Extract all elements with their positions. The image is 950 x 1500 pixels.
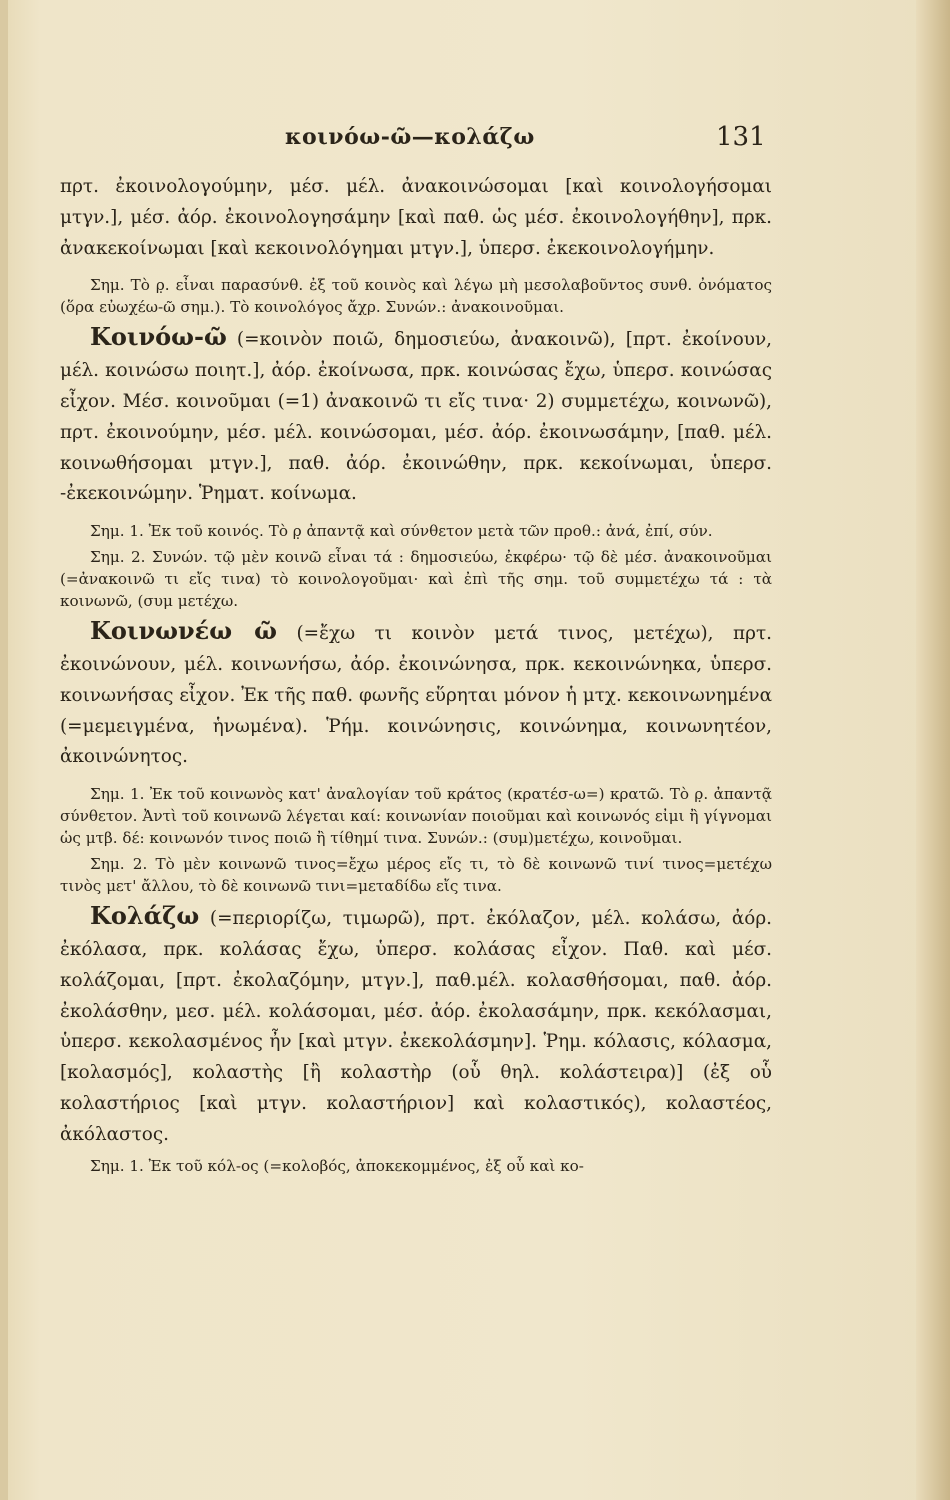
entry-headword: Κοινωνέω ῶ: [90, 616, 277, 646]
paragraph: πρτ. ἐκοινολογούμην, μέσ. μέλ. ἀνακοινώσομαι [καὶ κοινολογήσομαι μτγν.], μέσ. ἀόρ. ἐκοινολογησάμην [καὶ παθ. ὡς μέσ. ἐκοινολογήθην], πρκ. ἀνακεκοίνωμαι [καὶ κεκοινολόγημαι μτγν.], ὑπερσ. ἐκεκοινολογήμην.: [60, 176, 772, 259]
page-body: [60, 172, 772, 1177]
note-paragraph: Σημ. 1. Ἐκ τοῦ κοινός. Τὸ ρ̣ ἀπαντᾷ καὶ σύνθετον μετὰ τῶν προθ.: ἀνά, ἐπί, σύν.: [90, 522, 713, 541]
entry-headword: Κολάζω: [90, 901, 200, 931]
entry-paragraph: Κοινόω-ῶ (=κοινὸν ποιῶ, δημοσιεύω, ἀνακοινῶ), [πρτ. ἐκοίνουν, μέλ. κοινώσω ποιητ.], ἀόρ. ἐκοίνωσα, πρκ. κοινώσας ἔχω, ὑπερσ. κοινώσας εἶχον. Μέσ. κοινοῦμαι (=1) ἀνακοινῶ τι εἴς τινα· 2) συμμετέχω, κοινωνῶ), πρτ. ἐκοινούμην, μέσ. μέλ. κοινώσομαι, μέσ. ἀόρ. ἐκοινωσάμην, [παθ. μέλ. κοινωθήσομαι μτγν.], παθ. ἀόρ. ἐκοινώθην, πρκ. κεκοίνωμαι, ὑπερσ. -ἐκεκοινώμην. Ῥηματ. κοίνωμα.: [60, 322, 772, 505]
page-edge-shadow: [916, 0, 950, 1500]
running-title: κοινόω-ῶ—κολάζω: [285, 124, 535, 150]
page-header: [0, 118, 950, 158]
note-paragraph: Σημ. 1. Ἐκ τοῦ κοινωνὸς κατ' ἀναλογίαν τοῦ κράτος (κρατέσ-ω=) κρατῶ. Τὸ ρ̣. ἀπαντᾷ σύνθετον. Ἀντὶ τοῦ κοινωνῶ λέγεται καί: κοινωνίαν ποιοῦμαι καὶ κοινωνός εἰμι ἢ γίγνομαι ὡς μτβ. δέ: κοινωνόν τινος ποιῶ ἢ τίθημί τινα. Συνών.: (συμ)μετέχω, κοινοῦμαι.: [60, 785, 772, 848]
page-number: 131: [716, 122, 766, 152]
note-paragraph: Σημ. 2. Συνών. τῷ μὲν κοινῶ εἶναι τά : δημοσιεύω, ἐκφέρω· τῷ δὲ μέσ. ἀνακοινοῦμαι (=ἀνακοινῶ τι εἴς τινα) τὸ κοινολογοῦμαι· καὶ ἐπὶ τῆς σημ. τοῦ συμμετέχω τά : τὰ κοινωνῶ, (συμ μετέχω.: [60, 548, 772, 611]
binding-edge: [0, 0, 8, 1500]
entry-paragraph: Κοινωνέω ῶ (=ἔχω τι κοινὸν μετά τινος, μετέχω), πρτ. ἐκοινώνουν, μέλ. κοινωνήσω, ἀόρ. ἐκοινώνησα, πρκ. κεκοινώνηκα, ὑπερσ. κοινωνήσας εἶχον. Ἐκ τῆς παθ. φωνῆς εὕρηται μόνον ἡ μτχ. κεκοινωνημένα (=μεμειγμένα, ἡνωμένα). Ῥήμ. κοινώνησις, κοινώνημα, κοινωνητέον, ἀκοινώνητος.: [60, 616, 772, 768]
note-paragraph: Σημ. 2. Τὸ μὲν κοινωνῶ τινος=ἔχω μέρος εἴς τι, τὸ δὲ κοινωνῶ τινί τινος=μετέχω τινὸς μετ' ἄλλου, τὸ δὲ κοινωνῶ τινι=μεταδίδω εἴς τινα.: [60, 855, 772, 896]
entry-headword: Κοινόω-ῶ: [90, 322, 227, 352]
entry-paragraph: Κολάζω (=περιορίζω, τιμωρῶ), πρτ. ἐκόλαζον, μέλ. κολάσω, ἀόρ. ἐκόλασα, πρκ. κολάσας ἔχω, ὑπερσ. κολάσας εἶχον. Παθ. καὶ μέσ. κολάζομαι, [πρτ. ἐκολαζόμην, μτγν.], παθ.μέλ. κολασθήσομαι, παθ. ἀόρ. ἐκολάσθην, μεσ. μέλ. κολάσομαι, μέσ. ἀόρ. ἐκολασάμην, πρκ. κεκόλασμαι, ὑπερσ. κεκολασμένος ἦν [καὶ μτγν. ἐκεκολάσμην]. Ῥημ. κόλασις, κόλασμα, [κολασμός], κολαστὴς [ἢ κολαστὴρ (οὗ θηλ. κολάστειρα)] (ἐξ οὗ κολαστήριος [καὶ μτγν. κολαστήριον] καὶ κολαστικός), κολαστέος, ἀκόλαστος.: [60, 901, 772, 1145]
note-paragraph: Σημ. Τὸ ρ̣. εἶναι παρασύνθ. ἐξ τοῦ κοινὸς καὶ λέγω μὴ μεσολαβοῦντος συνθ. ὀνόματος (ὅρα εὐωχέω-ῶ σημ.). Τὸ κοινολόγος ἄχρ. Συνών.: ἀνακοινοῦμαι.: [60, 276, 772, 317]
note-paragraph: Σημ. 1. Ἐκ τοῦ κόλ-ος (=κολοβός, ἀποκεκομμένος, ἐξ οὗ καὶ κο-: [90, 1156, 584, 1175]
